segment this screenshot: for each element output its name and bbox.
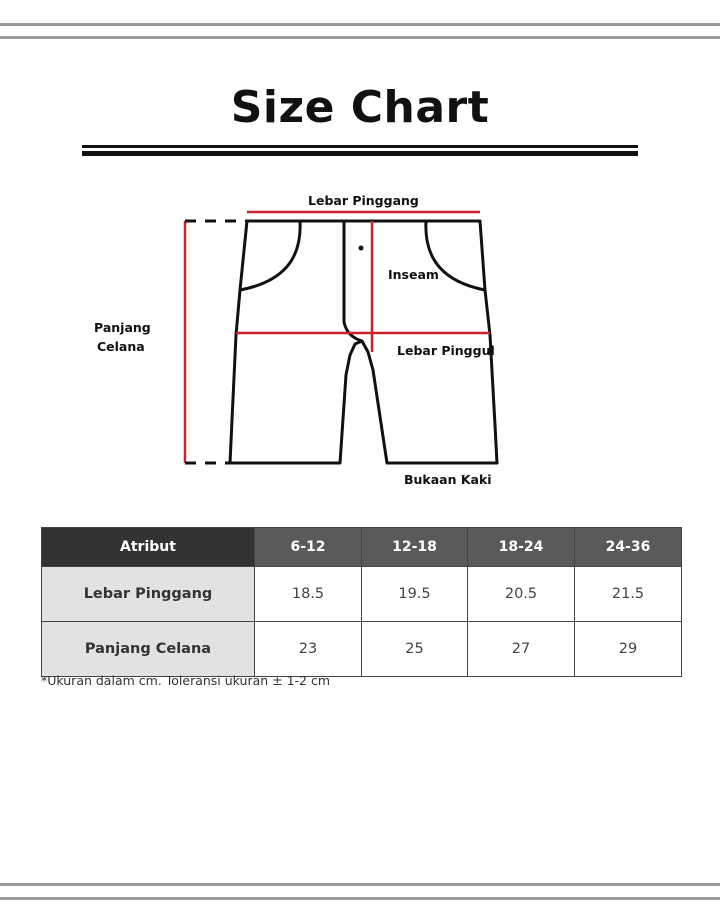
table-cell: 21.5 bbox=[575, 567, 682, 622]
header-cell-attribute: Atribut bbox=[42, 528, 255, 567]
size-note: *Ukuran dalam cm. Toleransi ukuran ± 1-2 cm bbox=[41, 673, 331, 688]
table-cell: 19.5 bbox=[362, 567, 468, 622]
button-dot bbox=[359, 246, 364, 251]
length-dashed-guides bbox=[185, 221, 247, 463]
table-header-row bbox=[42, 528, 682, 567]
table-cell: 18.5 bbox=[255, 567, 362, 622]
header-cell-size: 6-12 bbox=[255, 528, 362, 567]
page-title: Size Chart bbox=[230, 82, 490, 133]
row-label-length: Panjang Celana bbox=[42, 622, 255, 677]
leg-opening-label: Bukaan Kaki bbox=[404, 472, 492, 487]
table-row bbox=[42, 567, 682, 622]
shorts-outline bbox=[230, 221, 497, 463]
fly-outline bbox=[344, 221, 362, 341]
bottom-border-line bbox=[0, 897, 720, 900]
left-pocket-outline bbox=[240, 221, 300, 290]
header-cell-size: 18-24 bbox=[468, 528, 575, 567]
size-table bbox=[41, 527, 682, 677]
shorts-body-outline bbox=[230, 221, 497, 463]
table-cell: 25 bbox=[362, 622, 468, 677]
table-cell: 23 bbox=[255, 622, 362, 677]
pants-length-label-line2: Celana bbox=[97, 339, 145, 354]
header-cell-size: 24-36 bbox=[575, 528, 682, 567]
bottom-border-line-inner bbox=[0, 883, 720, 886]
header-cell-size: 12-18 bbox=[362, 528, 468, 567]
hip-width-label: Lebar Pinggul bbox=[397, 343, 495, 358]
table-cell: 29 bbox=[575, 622, 682, 677]
row-label-waist: Lebar Pinggang bbox=[42, 567, 255, 622]
table-cell: 27 bbox=[468, 622, 575, 677]
table-cell: 20.5 bbox=[468, 567, 575, 622]
table-row bbox=[42, 622, 682, 677]
inseam-label: Inseam bbox=[388, 267, 439, 282]
pants-length-label-line1: Panjang bbox=[94, 320, 151, 335]
waist-width-label: Lebar Pinggang bbox=[308, 193, 419, 208]
